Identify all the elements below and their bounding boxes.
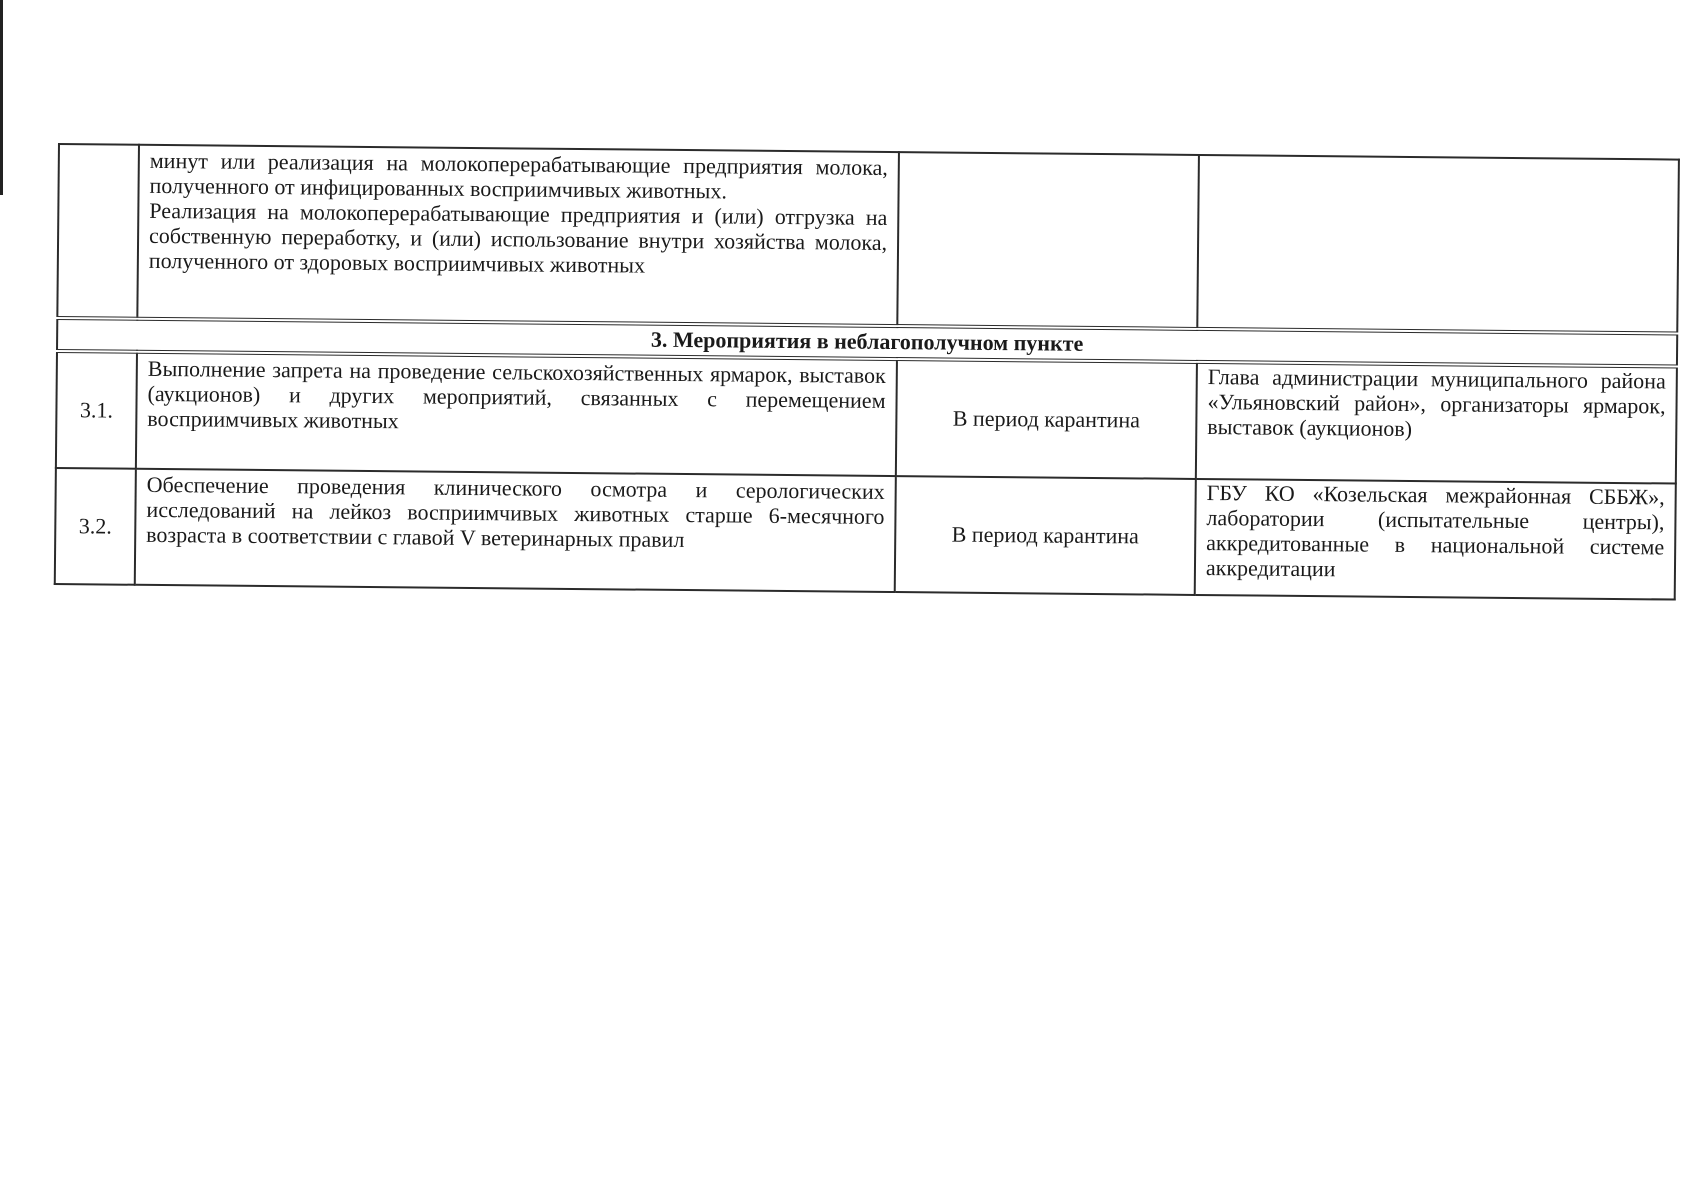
section-title: 3. Мероприятия в неблагополучном пункте: [57, 318, 1677, 367]
row-period-cell: [897, 152, 1199, 329]
row-description-cell: Обеспечение проведения клинического осмотра и серологических исследований на лейкоз восприимчивых животных старше 6-месячного возраста в соответствии с главой V ветеринарных правил: [135, 469, 896, 592]
description-paragraph-1: минут или реализация на молокоперерабатывающие предприятия молока, полученного от инфицированных восприимчивых животных.: [149, 147, 888, 204]
row-number-cell: [57, 144, 139, 319]
row-number-cell: 3.1.: [56, 351, 137, 469]
row-period-cell: В период карантина: [895, 476, 1196, 595]
measures-table: [54, 143, 1680, 601]
row-responsible-cell: ГБУ КО «Козельская межрайонная СББЖ», лаборатории (испытательные центры), аккредитованные в национальной системе аккредитации: [1195, 479, 1676, 600]
table-row: [55, 468, 1676, 600]
row-number-cell: 3.2.: [55, 468, 136, 585]
scan-edge-mark: [0, 0, 3, 195]
row-responsible-cell: Глава администрации муниципального района «Ульяновский район», организаторы ярмарок, выставок (аукционов): [1196, 362, 1677, 484]
table-row-continuation: [57, 144, 1679, 334]
table-row: [56, 351, 1677, 484]
row-responsible-cell: [1197, 155, 1679, 334]
measures-table-wrapper: [54, 143, 1678, 601]
row-description-cell: [137, 145, 899, 326]
row-description-cell: Выполнение запрета на проведение сельскохозяйственных ярмарок, выставок (аукционов) и других мероприятий, связанных с перемещением восприимчивых животных: [136, 352, 897, 476]
description-paragraph-2: Реализация на молокоперерабатывающие предприятия и (или) отгрузка на собственную переработку, и (или) использование внутри хозяйства молока, полученного от здоровых восприимчивых животных: [148, 197, 888, 278]
row-period-cell: В период карантина: [896, 359, 1197, 479]
